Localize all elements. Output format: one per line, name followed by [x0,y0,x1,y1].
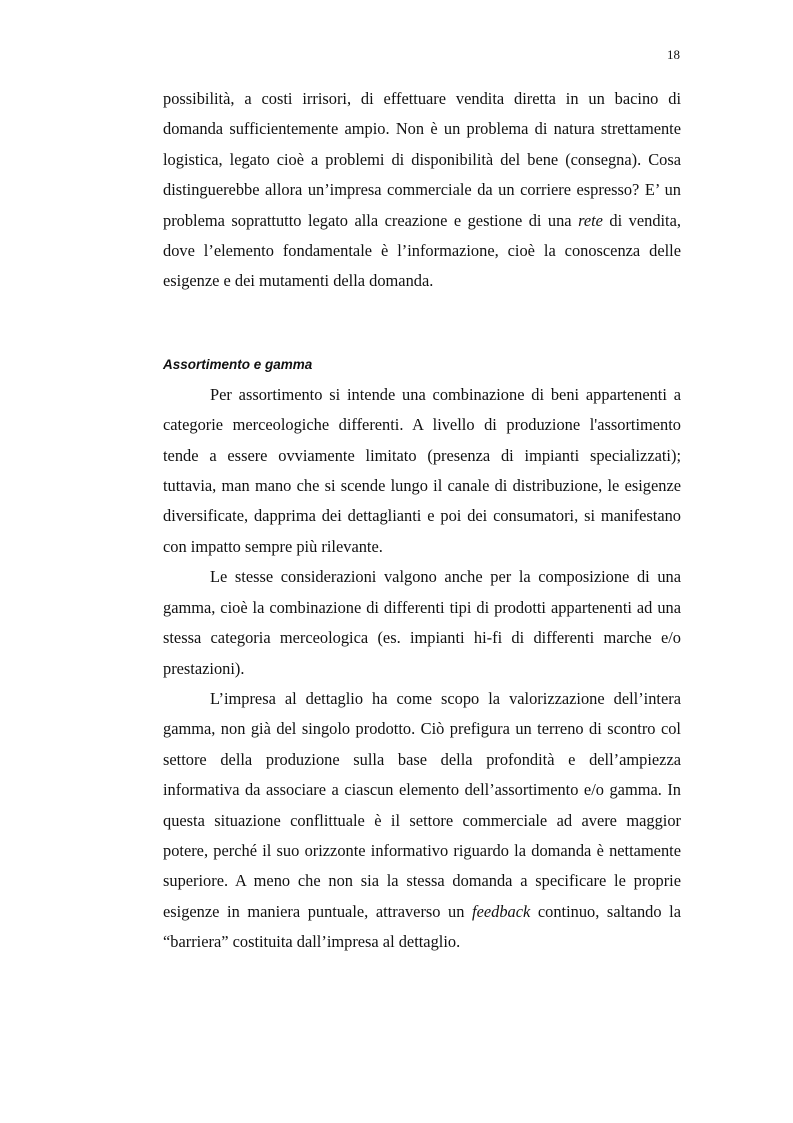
paragraph-intro-italic: rete [578,210,603,230]
section-spacer [163,297,681,355]
paragraph-gamma: Le stesse considerazioni valgono anche per la composizione di una gamma, cioè la combinazione di differenti tipi di prodotti appartenenti ad una stessa categoria merceologica (es. impianti hi-fi di differenti marche e/o prestazioni). [163,567,681,678]
paragraph-intro [163,84,681,297]
paragraph-assortimento: Per assortimento si intende una combinazione di beni appartenenti a categorie merceologiche differenti. A livello di produzione l'assortimento tende a essere ovviamente limitato (presenza di impianti specializzati); tuttavia, man mano che si scende lungo il canale di distribuzione, le esigenze diversificate, dapprima dei dettaglianti e poi dei consumatori, si manifestano con impatto sempre più rilevante. [163,384,681,556]
paragraph-dettaglio [163,684,681,958]
paragraph-dettaglio-tail: continuo, saltando la “barriera” costituita dall’impresa al dettaglio. [163,901,681,952]
document-body [163,84,681,958]
page-number: 18 [667,47,680,62]
paragraph-intro-tail: di vendita, dove l’elemento fondamentale è l’informazione, cioè la conoscenza delle esigenze e dei mutamenti della domanda. [163,210,681,291]
paragraph-dettaglio-text: L’impresa al dettaglio ha come scopo la valorizzazione dell’intera gamma, non già del singolo prodotto. Ciò prefigura un terreno di scontro col settore della produzione sulla base della profondità e dell’ampiezza informativa da associare a ciascun elemento dell’assortimento e/o gamma. In questa situazione conflittuale è il settore commerciale ad avere maggior potere, perché il suo orizzonte informativo riguardo la domanda è nettamente superiore. A meno che non sia la stessa domanda a specificare le proprie esigenze in maniera puntuale, attraverso un [163,688,681,921]
section-heading: Assortimento e gamma [163,356,313,372]
paragraph-intro-text: possibilità, a costi irrisori, di effettuare vendita diretta in un bacino di domanda sufficientemente ampio. Non è un problema di natura strettamente logistica, legato cioè a problemi di disponibilità del bene (consegna). Cosa distinguerebbe allora un’impresa commerciale da un corriere espresso? E’ un problema soprattutto legato alla creazione e gestione di una [163,89,681,230]
paragraph-dettaglio-italic: feedback [472,901,531,921]
